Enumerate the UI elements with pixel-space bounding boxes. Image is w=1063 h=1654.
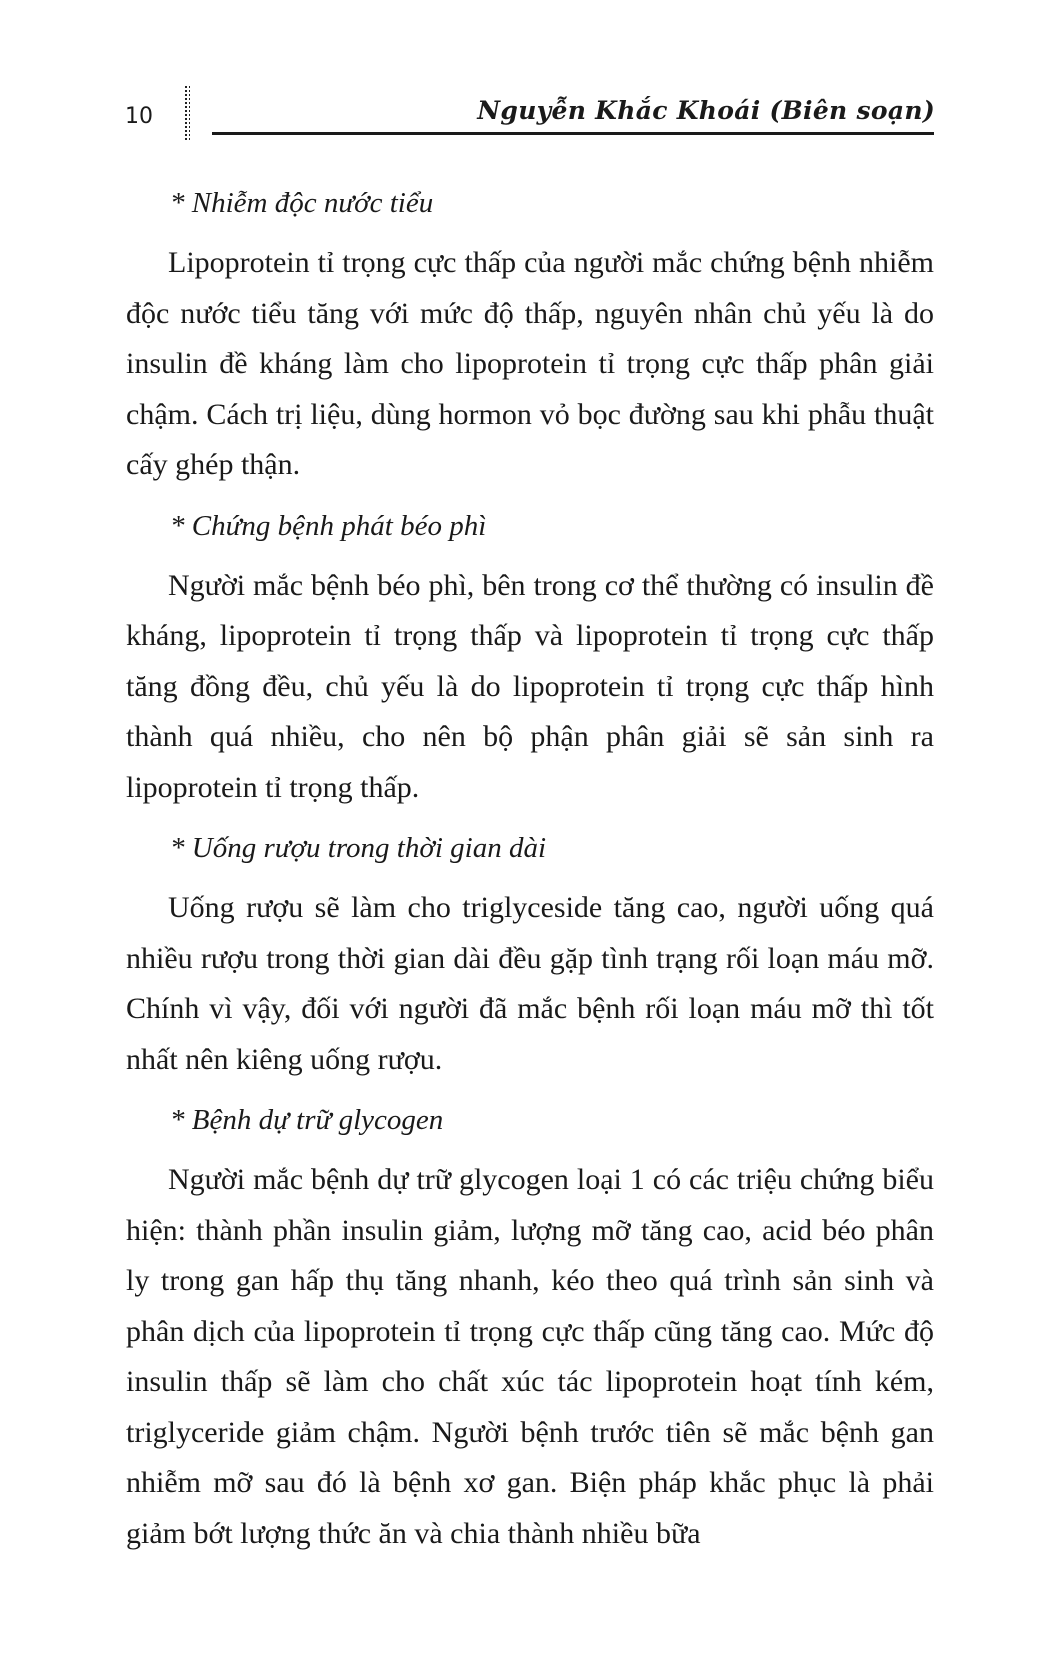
section-paragraph: Lipoprotein tỉ trọng cực thấp của người mắc chứng bệnh nhiễm độc nước tiểu tăng với mức độ thấp, nguyên nhân chủ yếu là do insulin đề kháng làm cho lipoprotein tỉ trọng cực thấp phân giải chậm. Cách trị liệu, dùng hormon vỏ bọc đường sau khi phẫu thuật cấy ghép thận. <box>126 246 934 481</box>
page-number: 10 <box>125 104 153 129</box>
section-heading: * Uống rượu trong thời gian dài <box>170 832 546 864</box>
section-paragraph: Người mắc bệnh dự trữ glycogen loại 1 có các triệu chứng biểu hiện: thành phần insulin giảm, lượng mỡ tăng cao, acid béo phân ly trong gan hấp thụ tăng nhanh, kéo theo quá trình sản sinh và phân dịch của lipoprotein tỉ trọng cực thấp cũng tăng cao. Mức độ insulin thấp sẽ làm cho chất xúc tác lipoprotein hoạt tính kém, triglyceride giảm chậm. Người bệnh trước tiên sẽ mắc bệnh gan nhiễm mỡ sau đó là bệnh xơ gan. Biện pháp khắc phục là phải giảm bớt lượng thức ăn và chia thành nhiều bữa <box>126 1163 934 1550</box>
running-head: Nguyễn Khắc Khoái (Biên soạn) <box>477 96 935 125</box>
section-paragraph: Người mắc bệnh béo phì, bên trong cơ thể thường có insulin đề kháng, lipoprotein tỉ trọng thấp và lipoprotein tỉ trọng cực thấp tăng đồng đều, chủ yếu là do lipoprotein tỉ trọng cực thấp hình thành quá nhiều, cho nên bộ phận phân giải sẽ sản sinh ra lipoprotein tỉ trọng thấp. <box>126 568 934 804</box>
section-heading: * Bệnh dự trữ glycogen <box>170 1104 444 1136</box>
section-paragraph: Uống rượu sẽ làm cho triglyceside tăng cao, người uống quá nhiều rượu trong thời gian dài đều gặp tình trạng rối loạn máu mỡ. Chính vì vậy, đối với người đã mắc bệnh rối loạn máu mỡ thì tốt nhất nên kiêng uống rượu. <box>126 891 934 1076</box>
section-heading: * Nhiễm độc nước tiểu <box>170 187 434 219</box>
page-body <box>126 178 934 1569</box>
header-rule <box>212 132 934 135</box>
header-ornament <box>185 86 191 142</box>
section-heading: * Chứng bệnh phát béo phì <box>170 509 487 542</box>
